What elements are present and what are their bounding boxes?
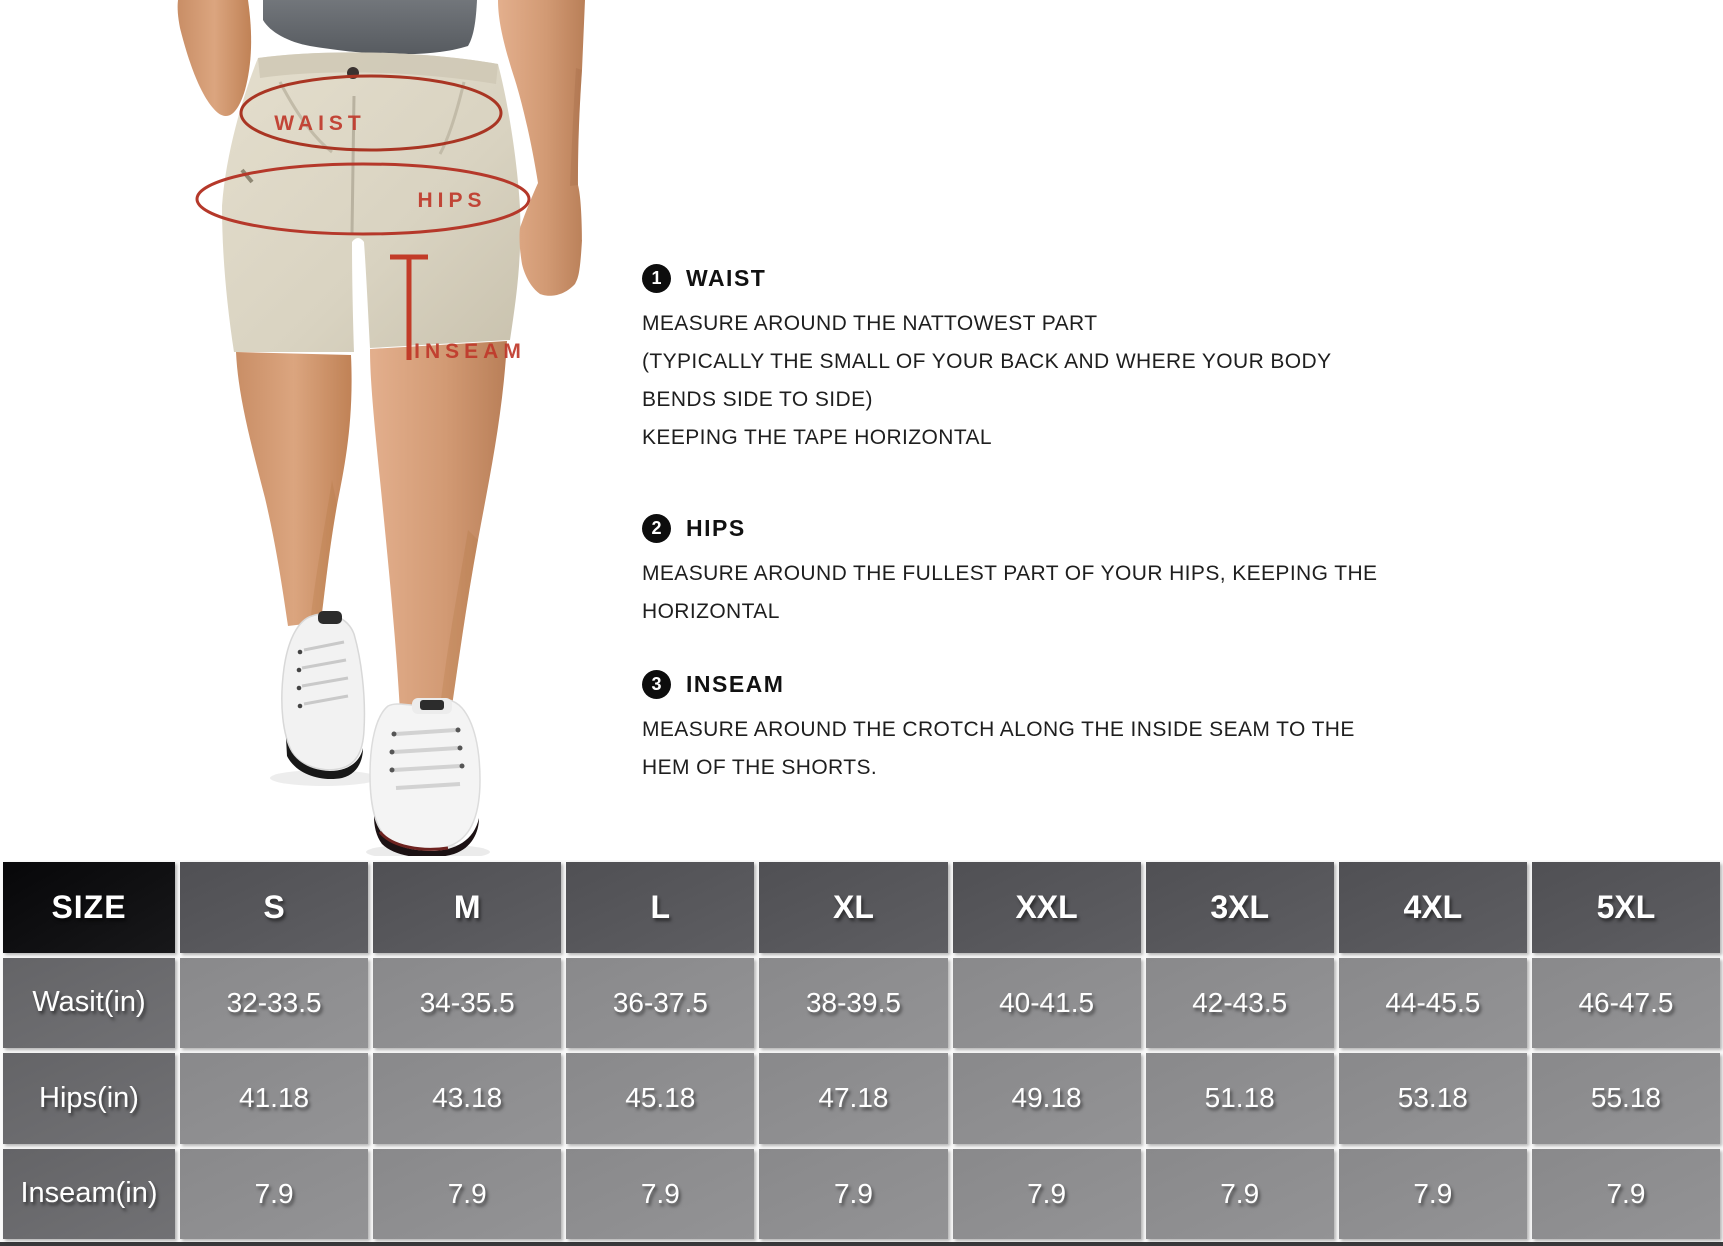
inseam-value: 7.9 (1532, 1149, 1720, 1240)
waist-value: 42-43.5 (1146, 958, 1334, 1049)
waist-value: 46-47.5 (1532, 958, 1720, 1049)
instruction-body (642, 555, 1452, 631)
waist-value: 38-39.5 (759, 958, 947, 1049)
hips-photo-label: HIPS (417, 189, 487, 212)
instruction-section-inseam (642, 669, 1452, 787)
instruction-line: HORIZONTAL (642, 600, 780, 623)
model-left-arm (178, 0, 252, 116)
row-label-hips: Hips(in) (3, 1053, 175, 1144)
model-photo (130, 0, 590, 856)
hips-value: 51.18 (1146, 1053, 1334, 1144)
instruction-title-row (642, 669, 1452, 699)
hips-value: 41.18 (180, 1053, 368, 1144)
size-col-header-l: L (566, 862, 754, 953)
instruction-line: MEASURE AROUND THE FULLEST PART OF YOUR HIPS, KEEPING THE (642, 562, 1378, 585)
waist-value: 32-33.5 (180, 958, 368, 1049)
instruction-title: WAIST (686, 264, 767, 291)
size-col-header-xxl: XXL (953, 862, 1141, 953)
waist-value: 36-37.5 (566, 958, 754, 1049)
instruction-line: BENDS SIDE TO SIDE) (642, 388, 873, 411)
right-shoe (370, 698, 480, 856)
measurement-instructions (642, 263, 1452, 787)
size-col-header-xl: XL (759, 862, 947, 953)
size-col-header-3xl: 3XL (1146, 862, 1334, 953)
instruction-title: INSEAM (686, 670, 785, 697)
step-1-badge: 1 (642, 264, 671, 293)
size-col-header-5xl: 5XL (1532, 862, 1720, 953)
inseam-value: 7.9 (180, 1149, 368, 1240)
instruction-section-waist (642, 263, 1452, 457)
instruction-section-hips (642, 513, 1452, 631)
size-corner-header: SIZE (3, 862, 175, 953)
step-2-badge: 2 (642, 514, 671, 543)
instruction-title: HIPS (686, 514, 746, 541)
waist-photo-label: WAIST (274, 112, 366, 135)
size-col-header-s: S (180, 862, 368, 953)
inseam-value: 7.9 (759, 1149, 947, 1240)
instruction-line: MEASURE AROUND THE NATTOWEST PART (642, 312, 1098, 335)
inseam-photo-label: INSEAM (414, 340, 526, 363)
left-shoe (282, 611, 365, 779)
row-label-inseam: Inseam(in) (3, 1149, 175, 1240)
hips-value: 49.18 (953, 1053, 1141, 1144)
waist-value: 40-41.5 (953, 958, 1141, 1049)
instruction-title-row (642, 263, 1452, 293)
instruction-line: MEASURE AROUND THE CROTCH ALONG THE INSIDE SEAM TO THE (642, 718, 1355, 741)
hips-value: 53.18 (1339, 1053, 1527, 1144)
model-shirt (263, 0, 477, 54)
size-col-header-m: M (373, 862, 561, 953)
hips-value: 45.18 (566, 1053, 754, 1144)
instruction-body (642, 305, 1452, 457)
inseam-value: 7.9 (566, 1149, 754, 1240)
instruction-line: (TYPICALLY THE SMALL OF YOUR BACK AND WHERE YOUR BODY (642, 350, 1332, 373)
inseam-value: 7.9 (953, 1149, 1141, 1240)
instruction-line: HEM OF THE SHORTS. (642, 756, 878, 779)
model-left-leg (236, 352, 352, 626)
inseam-value: 7.9 (1146, 1149, 1334, 1240)
inseam-value: 7.9 (1339, 1149, 1527, 1240)
size-col-header-4xl: 4XL (1339, 862, 1527, 953)
waist-value: 44-45.5 (1339, 958, 1527, 1049)
hips-value: 55.18 (1532, 1053, 1720, 1144)
hips-value: 43.18 (373, 1053, 561, 1144)
instruction-title-row (642, 513, 1452, 543)
instruction-line: KEEPING THE TAPE HORIZONTAL (642, 426, 992, 449)
model-right-leg (370, 341, 507, 712)
row-label-waist: Wasit(in) (3, 958, 175, 1049)
inseam-value: 7.9 (373, 1149, 561, 1240)
waist-value: 34-35.5 (373, 958, 561, 1049)
size-chart-table (0, 860, 1723, 1246)
hips-value: 47.18 (759, 1053, 947, 1144)
step-3-badge: 3 (642, 670, 671, 699)
instruction-body (642, 711, 1452, 787)
